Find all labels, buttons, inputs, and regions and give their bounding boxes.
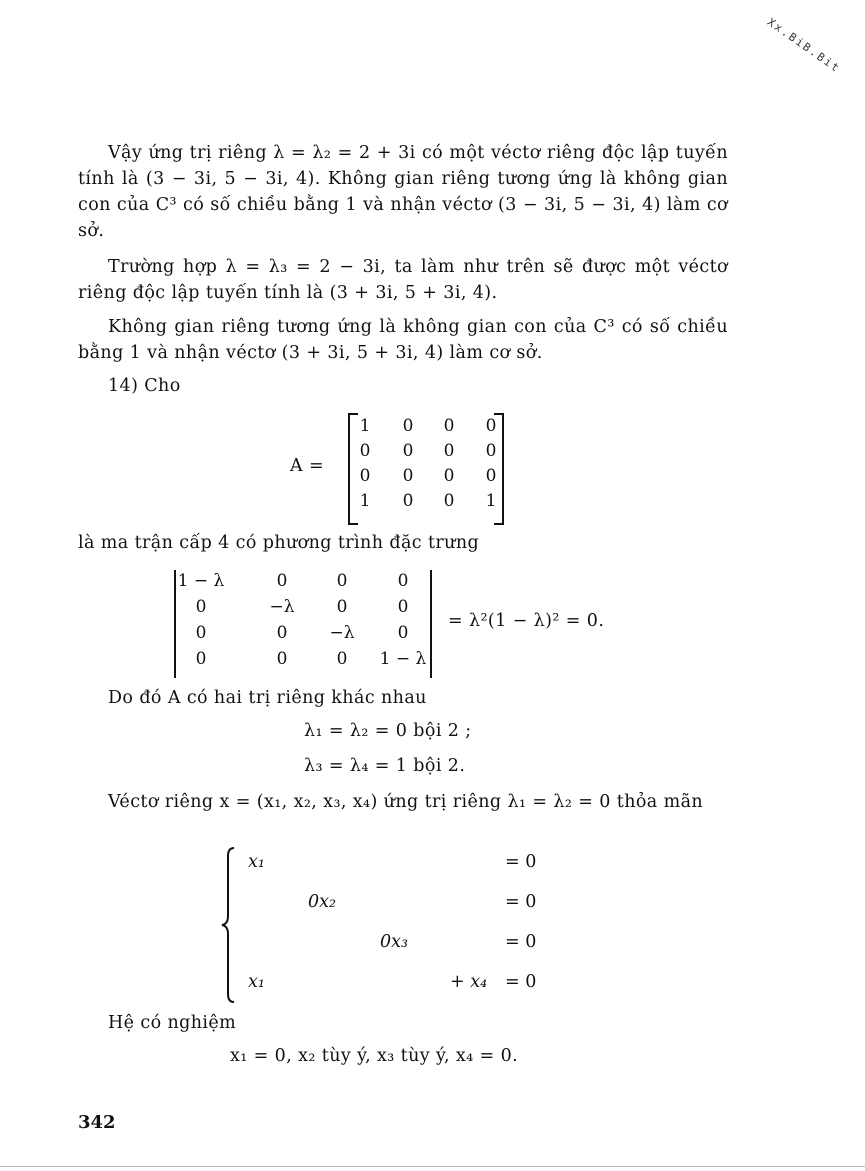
matrix-a-cell: 0: [443, 491, 455, 511]
paragraph-two-eigenvalues: Do đó A có hai trị riêng khác nhau: [108, 688, 427, 708]
determinant-cell: 0: [336, 597, 348, 617]
exercise-14-heading: 14) Cho: [108, 376, 181, 396]
bottom-rule: [0, 1166, 865, 1167]
matrix-a-cell: 0: [485, 441, 497, 461]
determinant-cell: 0: [276, 571, 288, 591]
determinant-cell: 1 − λ: [379, 649, 427, 669]
page-number: 342: [78, 1112, 116, 1133]
system-term: = 0: [505, 932, 537, 952]
eigenvalue-line-1: λ₁ = λ₂ = 0 bội 2 ;: [304, 721, 472, 741]
determinant-cell: −λ: [329, 623, 355, 643]
matrix-label: A =: [290, 456, 325, 476]
determinant-result: = λ²(1 − λ)² = 0.: [448, 611, 605, 631]
matrix-a-cell: 0: [402, 466, 414, 486]
system-term: 0x₃: [380, 932, 409, 952]
system-term: x₁: [248, 852, 265, 872]
solution-line: x₁ = 0, x₂ tùy ý, x₃ tùy ý, x₄ = 0.: [230, 1046, 519, 1066]
matrix-a-cell: 1: [359, 491, 371, 511]
system-term: + x₄: [450, 972, 488, 992]
determinant-cell: 0: [276, 623, 288, 643]
determinant-cell: 0: [195, 623, 207, 643]
determinant-cell: 0: [336, 571, 348, 591]
matrix-a-cell: 0: [402, 441, 414, 461]
paragraph-eigenvector-1: Vậy ứng trị riêng λ = λ₂ = 2 + 3i có một véctơ riêng độc lập tuyến tính là (3 − 3i, 5 − 3i, 4). Không gian riêng tương ứng là không gian con của C³ có số chiều bằng 1 và nhận véctơ (3 − 3i, 5 − 3i, 4) làm cơ sở.: [78, 143, 728, 241]
determinant-right-bar: [430, 570, 432, 678]
matrix-a-cell: 0: [485, 416, 497, 436]
system-term: = 0: [505, 892, 537, 912]
matrix-a-cell: 0: [485, 466, 497, 486]
system-term: 0x₂: [308, 892, 337, 912]
determinant-cell: 0: [336, 649, 348, 669]
matrix-a-cell: 1: [485, 491, 497, 511]
matrix-a-cell: 0: [359, 466, 371, 486]
matrix-a-cell: 0: [443, 441, 455, 461]
system-term: x₁: [248, 972, 265, 992]
paragraph-eigenvector-x: Véctơ riêng x = (x₁, x₂, x₃, x₄) ứng trị riêng λ₁ = λ₂ = 0 thỏa mãn: [108, 792, 704, 812]
paragraph-case-lambda3: Trường hợp λ = λ₃ = 2 − 3i, ta làm như trên sẽ được một véctơ riêng độc lập tuyến tính là (3 + 3i, 5 + 3i, 4).: [78, 257, 728, 303]
determinant-cell: 0: [397, 597, 409, 617]
determinant-cell: 0: [195, 649, 207, 669]
matrix-a-cell: 0: [443, 416, 455, 436]
determinant-cell: 0: [195, 597, 207, 617]
matrix-a-cell: 0: [443, 466, 455, 486]
determinant-cell: −λ: [269, 597, 295, 617]
library-stamp: Xx.BiB.Bit: [764, 15, 843, 76]
matrix-a-cell: 1: [359, 416, 371, 436]
paragraph-solution-label: Hệ có nghiệm: [108, 1013, 237, 1033]
paragraph-eigenspace: Không gian riêng tương ứng là không gian con của C³ có số chiều bằng 1 và nhận véctơ (3 + 3i, 5 + 3i, 4) làm cơ sở.: [78, 317, 728, 363]
paragraph-characteristic: là ma trận cấp 4 có phương trình đặc trưng: [78, 533, 480, 553]
matrix-a-cell: 0: [359, 441, 371, 461]
matrix-a-cell: 0: [402, 416, 414, 436]
determinant-cell: 0: [276, 649, 288, 669]
system-term: = 0: [505, 972, 537, 992]
matrix-a-cell: 0: [402, 491, 414, 511]
determinant-cell: 1 − λ: [177, 571, 225, 591]
system-brace: [220, 846, 240, 1004]
determinant-cell: 0: [397, 571, 409, 591]
determinant-cell: 0: [397, 623, 409, 643]
system-term: = 0: [505, 852, 537, 872]
eigenvalue-line-2: λ₃ = λ₄ = 1 bội 2.: [304, 756, 466, 776]
